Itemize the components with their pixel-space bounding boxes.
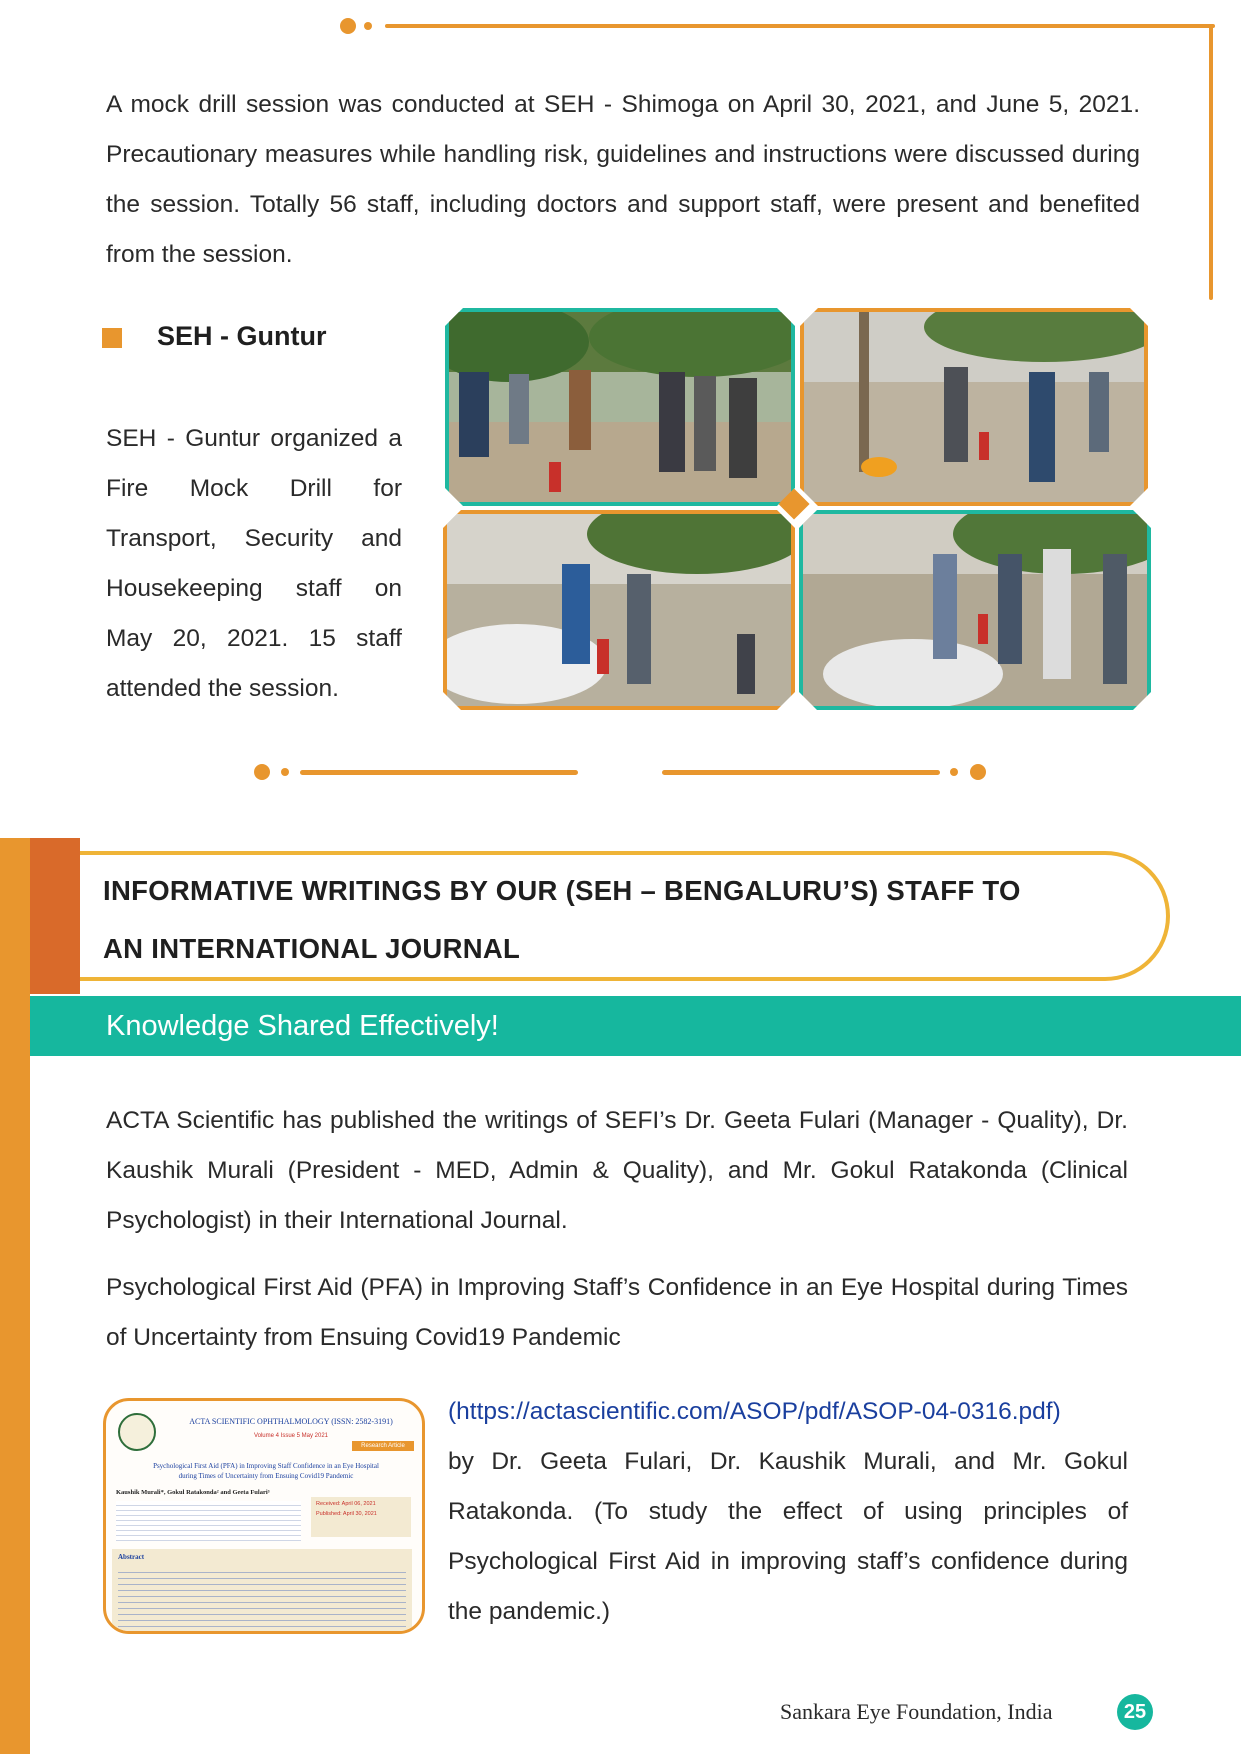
journal-paragraph-2: Psychological First Aid (PFA) in Improving Staff’s Confidence in an Eye Hospital during Times of Uncertainty from Ensuing Covid19 Pandemic — [106, 1274, 1128, 1351]
top-frame-vertical — [1209, 24, 1213, 300]
fire-drill-photo-3 — [443, 510, 795, 710]
divider-dot-right-large — [970, 764, 986, 780]
footer-organization: Sankara Eye Foundation, India — [780, 1699, 1053, 1724]
top-frame-line — [385, 24, 1215, 28]
section-bullet — [102, 328, 122, 348]
tagline-text: Knowledge Shared Effectively! — [106, 1010, 499, 1042]
page-number-badge: 25 — [1117, 1694, 1153, 1730]
journal-paragraph-1: ACTA Scientific has published the writings of SEFI’s Dr. Geeta Fulari (Manager - Quality), Dr. Kaushik Murali (President - MED, Admin & Quality), and Mr. Gokul Ratakonda (Clinical Psychologist) in their International Journal. — [106, 1107, 1128, 1234]
fire-drill-photo-4 — [799, 510, 1151, 710]
divider-dot-left-large — [254, 764, 270, 780]
tagline-band — [30, 996, 1241, 1056]
top-dot-small — [364, 22, 372, 30]
divider-dot-right-small — [950, 768, 958, 776]
shimoga-paragraph: A mock drill session was conducted at SEH - Shimoga on April 30, 2021, and June 5, 2021. Precautionary measures while handling risk, guidelines and instructions were discussed during the session. Totally 56 staff, including doctors and support staff, were present and benefited from the session. — [106, 91, 1140, 268]
section-heading-line2: AN INTERNATIONAL JOURNAL — [103, 933, 521, 964]
top-dot-large — [340, 18, 356, 34]
thumb-affiliation-lines — [116, 1501, 301, 1541]
thumb-abstract-label: Abstract — [118, 1553, 145, 1561]
journal-article-thumbnail — [103, 1398, 425, 1634]
thumb-published: Published: April 30, 2021 — [316, 1511, 377, 1517]
fire-drill-photo-2 — [800, 308, 1148, 506]
left-sidebar-bar — [0, 838, 30, 1754]
thumb-abstract-lines — [118, 1567, 406, 1627]
thumb-volume: Volume 4 Issue 5 May 2021 — [253, 1433, 329, 1439]
divider-dot-left-small — [281, 768, 289, 776]
divider-line-right — [662, 770, 940, 775]
thumb-article-type: Research Article — [352, 1441, 414, 1451]
thumb-authors: Kaushik Murali*, Gokul Ratakonda² and Geeta Fulari³ — [116, 1489, 270, 1496]
fire-drill-photo-1 — [445, 308, 795, 506]
section-heading-line1: INFORMATIVE WRITINGS BY OUR (SEH – BENGALURU’S) STAFF TO — [103, 875, 1021, 906]
guntur-paragraph: SEH - Guntur organized a Fire Mock Drill for Transport, Security and Housekeeping staff on May 20, 2021. 15 staff attended the session. — [106, 425, 402, 702]
divider-line-left — [300, 770, 578, 775]
thumb-article-title: Psychological First Aid (PFA) in Improving Staff Confidence in an Eye Hospital during Times of Uncertainty from Ensuing Covid19 Pandemic — [153, 1462, 379, 1480]
journal-description: by Dr. Geeta Fulari, Dr. Kaushik Murali, and Mr. Gokul Ratakonda. (To study the effect of using principles of Psychological First Aid in improving staff’s confidence during the pandemic.) — [448, 1448, 1128, 1625]
guntur-title: SEH - Guntur — [157, 321, 327, 351]
sidebar-accent-block — [30, 838, 80, 994]
thumb-received: Received: April 06, 2021 — [316, 1501, 376, 1507]
journal-emblem-icon — [118, 1413, 156, 1451]
journal-link[interactable]: (https://actascientific.com/ASOP/pdf/ASOP-04-0316.pdf) — [448, 1398, 1061, 1425]
thumb-journal-name: ACTA SCIENTIFIC OPHTHALMOLOGY (ISSN: 2582-3191) — [189, 1417, 393, 1426]
